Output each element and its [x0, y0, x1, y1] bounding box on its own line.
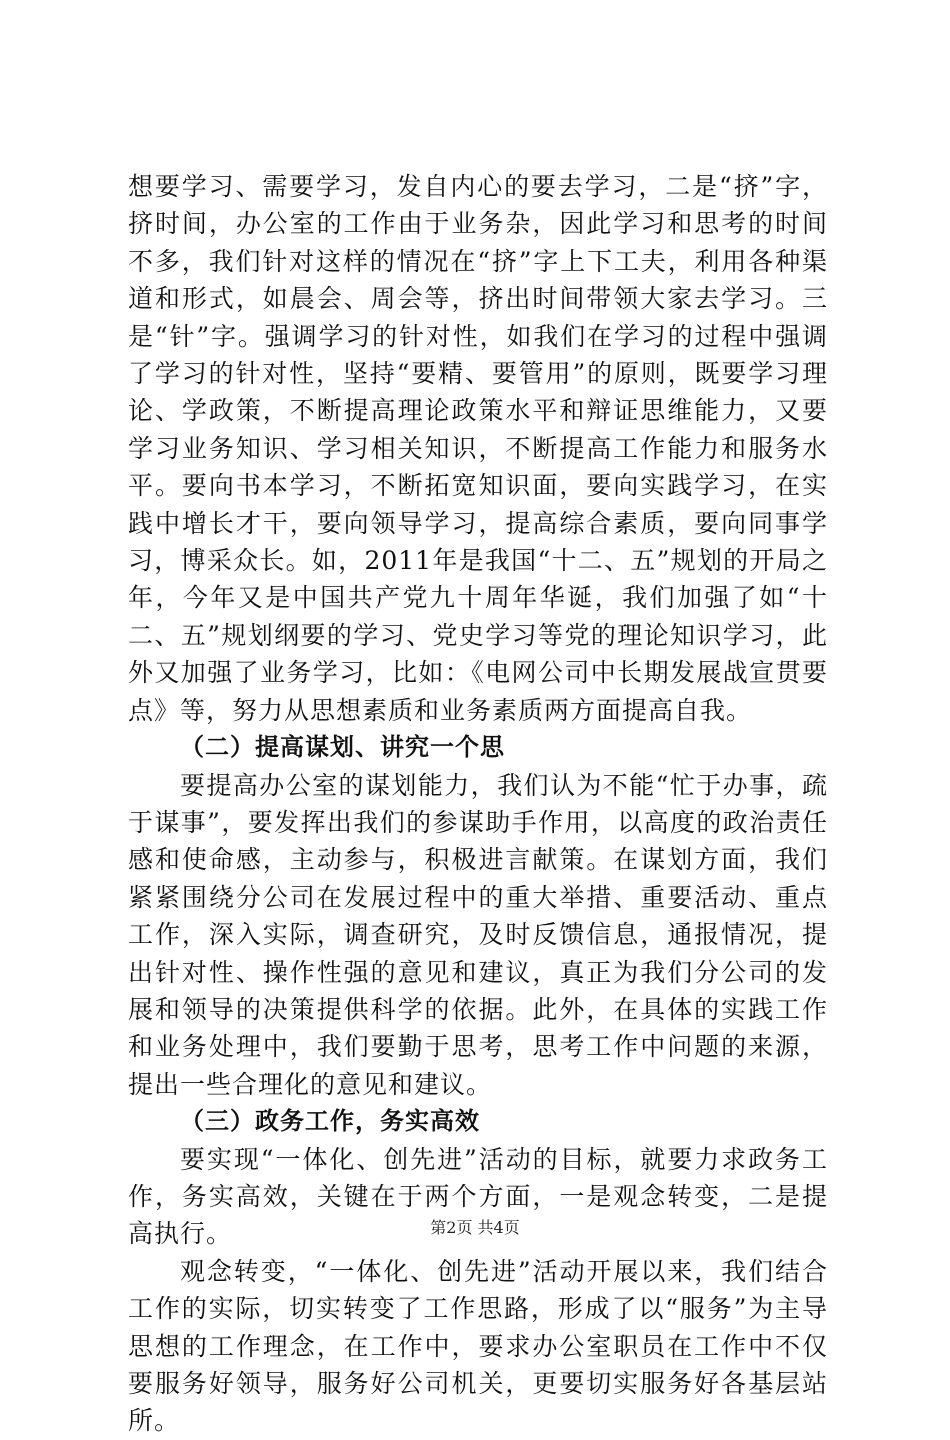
paragraph-government-affairs: 要实现“一体化、创先进”活动的目标，就要力求政务工作，务实高效，关键在于两个方面，一是观念转变，二是提高执行。	[128, 1144, 828, 1249]
page-number-footer: 第2页 共4页	[430, 1218, 520, 1237]
paragraph-concept-change: 观念转变，“一体化、创先进”活动开展以来，我们结合工作的实际，切实转变了工作思路，形成了以“服务”为主导思想的工作理念，在工作中，要求办公室职员在工作中不仅要服务好领导，服务好公司机关，更要切实服务好各基层站所。	[128, 1256, 828, 1436]
paragraph-planning: 要提高办公室的谋划能力，我们认为不能“忙于办事，疏于谋事”，要发挥出我们的参谋助手作用，以高度的政治责任感和使命感，主动参与，积极进言献策。在谋划方面，我们紧紧围绕分公司在发展过程中的重大举措、重要活动、重点工作，深入实际，调查研究，及时反馈信息，通报情况，提出针对性、操作性强的意见和建议，真正为我们分公司的发展和领导的决策提供科学的依据。此外，在具体的实践工作和业务处理中，我们要勤于思考，思考工作中问题的来源，提出一些合理化的意见和建议。	[128, 770, 828, 1099]
paragraph-study: 想要学习、需要学习，发自内心的要去学习，二是“挤”字，挤时间，办公室的工作由于业务杂，因此学习和思考的时间不多，我们针对这样的情况在“挤”字上下工夫，利用各种渠道和形式，如晨会、周会等，挤出时间带领大家去学习。三是“针”字。强调学习的针对性，如我们在学习的过程中强调了学习的针对性，坚持“要精、要管用”的原则，既要学习理论、学政策，不断提高理论政策水平和辩证思维能力，又要学习业务知识、学习相关知识，不断提高工作能力和服务水平。要向书本学习，不断拓宽知识面，要向实践学习，在实践中增长才干，要向领导学习，提高综合素质，要向同事学习，博采众长。如，2011年是我国“十二、五”规划的开局之年，今年又是中国共产党九十周年华诞，我们加强了如“十二、五”规划纲要的学习、党史学习等党的理论知识学习，此外又加强了业务学习，比如：《电网公司中长期发展战宣贯要点》等，努力从思想素质和业务素质两方面提高自我。	[128, 172, 828, 725]
section-heading-government-affairs: （三）政务工作，务实高效	[180, 1107, 480, 1136]
document-body	[128, 168, 828, 1440]
section-heading-planning: （二）提高谋划、讲究一个思	[180, 733, 505, 762]
